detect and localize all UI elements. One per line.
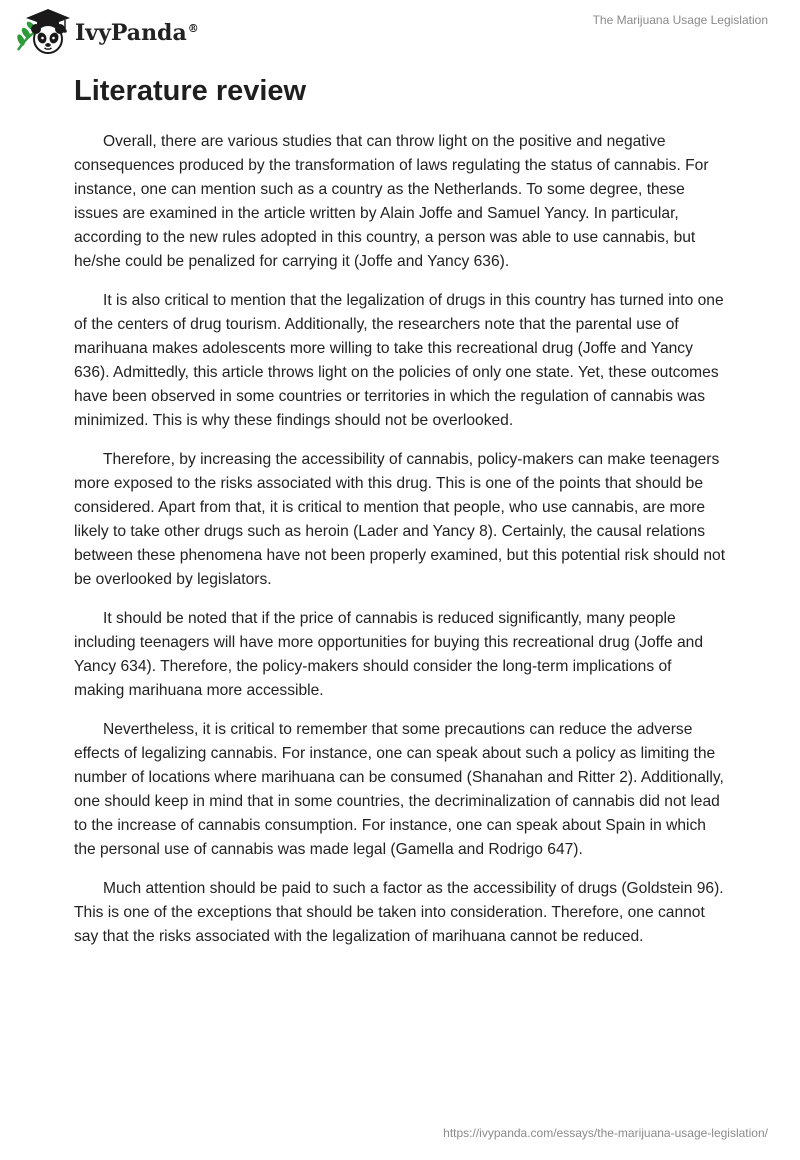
article-content [74, 72, 726, 949]
brand-name-text: IvyPanda [75, 20, 187, 46]
brand-logo[interactable] [15, 8, 199, 56]
registered-mark: ® [187, 21, 199, 35]
paragraph: Nevertheless, it is critical to remember that some precautions can reduce the adverse effects of legalizing cannabis. For instance, one can speak about such a policy as limiting the number of locations where marihuana can be consumed (Shanahan and Ritter 2). Additionally, one should keep in mind that in some countries, the decriminalization of cannabis did not lead to the increase of cannabis consumption. For instance, one can speak about Spain in which the personal use of cannabis was made legal (Gamella and Rodrigo 647). [74, 721, 724, 858]
document-title: The Marijuana Usage Legislation [592, 13, 768, 27]
source-url-link[interactable]: https://ivypanda.com/essays/the-marijuana-usage-legislation/ [443, 1126, 768, 1140]
paragraph: It should be noted that if the price of cannabis is reduced significantly, many people including teenagers will have more opportunities for buying this recreational drug (Joffe and Yancy 634). Therefore, the policy-makers should consider the long-term implications of making marihuana more accessible. [74, 610, 704, 699]
paragraph: It is also critical to mention that the legalization of drugs in this country has turned into one of the centers of drug tourism. Additionally, the researchers note that the parental use of marihuana makes adolescents more willing to take this recreational drug (Joffe and Yancy 636). Admittedly, this article throws light on the policies of only one state. Yet, these outcomes have been observed in some countries or territories in which the regulation of cannabis was minimized. This is why these findings should not be overlooked. [74, 292, 724, 429]
brand-name [75, 20, 199, 46]
paragraph: Overall, there are various studies that can throw light on the positive and negative consequences produced by the transformation of laws regulating the status of cannabis. For instance, one can mention such as a country as the Netherlands. To some degree, these issues are examined in the article written by Alain Joffe and Samuel Yancy. In particular, according to the new rules adopted in this country, a person was able to use cannabis, but he/she could be penalized for carrying it (Joffe and Yancy 636). [74, 133, 709, 270]
paragraph: Therefore, by increasing the accessibility of cannabis, policy-makers can make teenagers more exposed to the risks associated with this drug. This is one of the points that should be considered. Apart from that, it is critical to mention that people, who use cannabis, are more likely to take other drugs such as heroin (Lader and Yancy 8). Certainly, the causal relations between these phenomena have not been properly examined, but this potential risk should not be overlooked by legislators. [74, 451, 726, 588]
paragraph: Much attention should be paid to such a factor as the accessibility of drugs (Goldstein 96). This is one of the exceptions that should be taken into consideration. Therefore, one cannot say that the risks associated with the legalization of marihuana cannot be reduced. [74, 880, 724, 945]
panda-graduate-icon [15, 8, 71, 56]
section-heading: Literature review [74, 75, 307, 107]
page-header [0, 0, 800, 60]
